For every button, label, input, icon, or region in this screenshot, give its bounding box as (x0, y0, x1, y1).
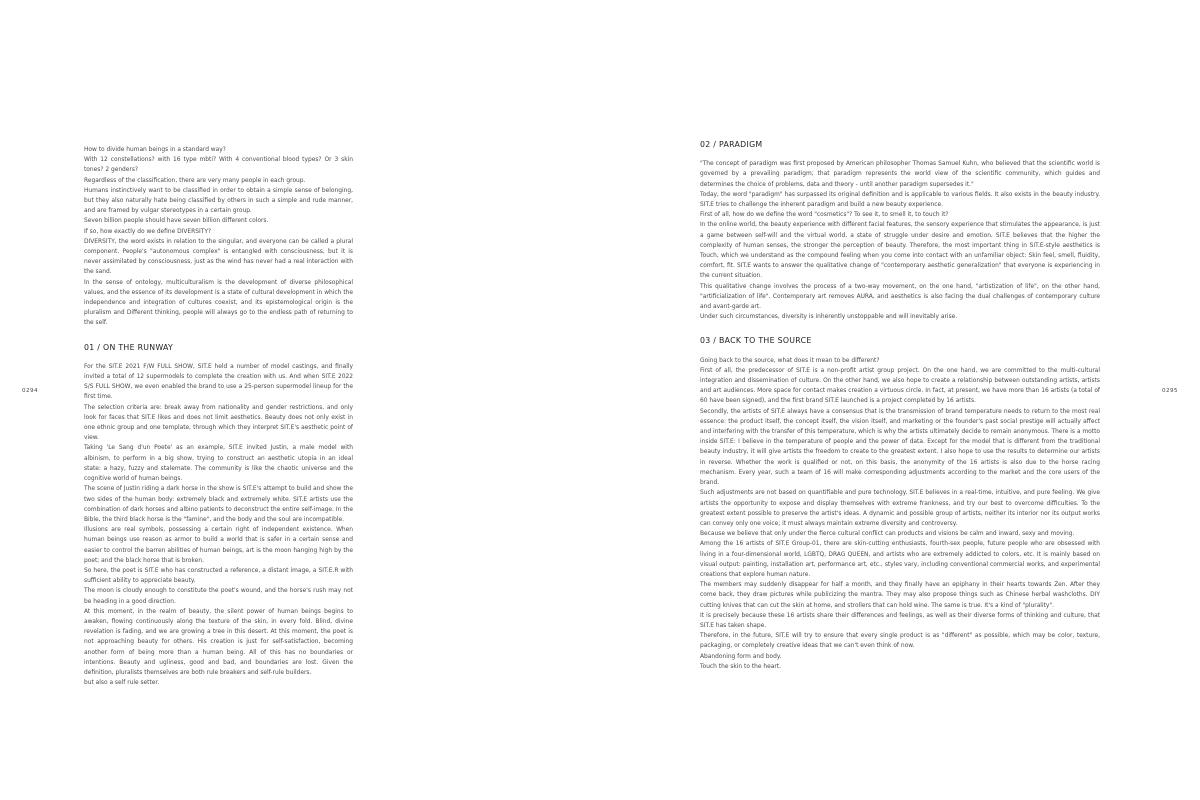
source-paragraph: Abandoning form and body. (700, 653, 782, 660)
intro-paragraph: Seven billion people should have seven billion different colors. (84, 218, 269, 225)
runway-paragraph: Taking 'Le Sang d'un Poete' as an example, SIT.E invited Justin, a male model with albinism, to perform in a big show, trying to construct an aesthetic utopia in an ideal state: a hazy, fuzzy and stalemate. The community is like the chaotic universe and the cognitive world of human beings. (84, 445, 353, 483)
runway-paragraph: The scene of Justin riding a dark horse in the show is SIT.E's attempt to build and show the two sides of the human body: extremely black and extremely white. SIT.E artists use the combination of dark horses and albino patients to deconstruct the entire self-image. In the Bible, the third black horse is the "famine", and the body and the soul are incompatible. (84, 486, 353, 523)
runway-paragraph: Illusions are real symbols, possessing a certain right of independent existence. When human beings use reason as armor to build a world that is safer in a certain sense and easier to control the barren abilities of human beings, art is the moon hanging high by the poet; and the black horse that is broken. (84, 527, 353, 564)
paradigm-paragraph: "The concept of paradigm was first proposed by American philosopher Thomas Samuel Kuhn, who believed that the scientific world is governed by a prevailing paradigm; that paradigm represents the world view of the scientific community, which guides and determines the choice of problems, data and theory - until another paradigm supersedes it." (700, 161, 1100, 188)
intro-paragraph: DIVERSITY, the word exists in relation to the singular, and everyone can be called a plural component. People's "autonomous complex" is entangled with consciousness, but it is never assimilated by consciousness, just as the wind has never had a real interaction with the sand. (84, 238, 353, 276)
paradigm-paragraph: Under such circumstances, diversity is inherently unstoppable and will inevitably arise. (700, 314, 958, 321)
page-number-left: 0294 (22, 388, 38, 394)
intro-paragraph: How to divide human beings in a standard way? (84, 147, 226, 153)
source-paragraph: Because we believe that only under the fierce cultural conflict can products and visions be calm and inward, sexy and moving. (700, 531, 1075, 538)
section-heading-paradigm: 02 / PARADIGM (700, 140, 763, 149)
right-text-column (700, 140, 1100, 672)
intro-block (84, 145, 353, 329)
paradigm-paragraph: This qualitative change involves the process of a two-way movement, on the one hand, "artistization of life", on the other hand, "artificialization of life". Contemporary art removes AURA, and aesthetics is also facing the dual challenges of contemporary culture and avant-garde art. (700, 283, 1100, 311)
runway-paragraph: At this moment, in the realm of beauty, the silent power of human beings begins to awaken, flowing continuously along the texture of the skin, in every fold. Blind, divine revelation is fading, and we are growing a tree in this desert. At this moment, the poet is not approaching beauty for others. His creation is just for self-satisfaction, becoming another form of being more than a human being. All of this has no boundaries or intentions. Beauty and ugliness, good and bad, and boundaries are lost. Given the definition, pluralists themselves are both rule breakers and self-rule builders. (84, 608, 353, 676)
right-page (600, 0, 1200, 800)
source-paragraph: First of all, the predecessor of SIT.E is a non-profit artist group project. On the one hand, we are committed to the multi-cultural integration and dissemination of culture. On the other hand, we also hope to create a relationship between outstanding artists, artists and art audiences. More space for contact makes creation a virtuous circle. In fact, at present, we have more than 16 artists (a total of 60 have been signed), and the first brand SIT.E launched is a project completed by 16 artists. (700, 367, 1100, 405)
source-paragraph: Such adjustments are not based on quantifiable and pure technology. SIT.E believes in a real-time, intuitive, and pure feeling. We give artists the opportunity to expose and display themselves with extreme frankness, and try our best to overcome difficulties. To the greatest extent possible to preserve the artist's ideas. A dynamic and possible group of artists, neither its interior nor its output works can convey only one voice; it must always maintain extreme diversity and controversy. (700, 490, 1100, 527)
source-section-body (700, 356, 1100, 672)
paradigm-paragraph: First of all, how do we define the word "cosmetics"? To see it, to smell it, to touch it? (700, 212, 949, 219)
paradigm-paragraph: In the online world, the beauty experience with different facial features, the sensory experience that stimulates the appearance, is just a game between self-will and the virtual world, a state of struggle under desire and emotion. SIT.E believes that the higher the complexity of human senses, the stronger the perception of beauty. Therefore, the most important thing in SIT.E-style aesthetics is Touch, which we understand as the compound feeling when you come into contact with an unfamiliar object: Skin feel, smell, fluidity, comfort, fit. SIT.E wants to answer the qualitative change of "contemporary aesthetic generalization" that everyone is experiencing in the current situation. (700, 222, 1100, 280)
intro-paragraph: Regardless of the classification, there are very many people in each group. (84, 177, 306, 184)
intro-paragraph: If so, how exactly do we define DIVERSITY? (84, 228, 212, 235)
source-paragraph: Therefore, in the future, SIT.E will try to ensure that every single product is as "different" as possible, which may be color, texture, packaging, or completely creative ideas that we can't even think of now. (700, 633, 1100, 650)
runway-paragraph: The selection criteria are: break away from nationality and gender restrictions, and only look for faces that SIT.E likes and does not limit aesthetics. Beauty does not only exist in one ethnic group and one template, through which they interpret SIT.E's aesthetic point of view. (84, 404, 353, 442)
source-paragraph: It is precisely because these 16 artists share their differences and feelings, as well as their diverse forms of thinking and culture, that SIT.E has taken shape. (700, 612, 1100, 629)
intro-paragraph: With 12 constellations? with 16 type mbti? With 4 conventional blood types? Or 3 skin tones? 2 genders? (84, 157, 353, 174)
paradigm-section-body (700, 159, 1100, 322)
paradigm-paragraph: Today, the word "paradigm" has surpassed its original definition and is applicable to various fields. It also exists in the beauty industry. SIT.E tries to challenge the inherent paradigm and build a new beauty experience. (700, 191, 1100, 209)
section-heading-runway: 01 / ON THE RUNWAY (84, 342, 174, 352)
intro-paragraph: In the sense of ontology, multiculturalism is the development of diverse philosophical values, and the essence of its development is a state of cultural development in which the independence and integration of cultures coexist, and its epistemological origin is the pluralism and Different thinking, people will always go to the endless path of returning to the self. (84, 279, 353, 327)
runway-paragraph: The moon is cloudy enough to constitute the poet's wound, and the horse's rush may not be heading in a good direction. (84, 588, 353, 605)
runway-paragraph: So here, the poet is SIT.E who has constructed a reference, a distant image, a SIT.E.R with sufficient ability to appreciate beauty. (84, 567, 353, 585)
runway-paragraph: For the SIT.E 2021 F/W FULL SHOW, SIT.E held a number of model castings, and finally invited a total of 12 supermodels to complete the creation with us. And when SIT.E 2022 S/S FULL SHOW, we even enabled the brand to use a 25-person supermodel lineup for the first time. (84, 363, 353, 401)
source-paragraph: The members may suddenly disappear for half a month, and they finally have an epiphany in their hearts towards Zen. After they come back, they draw pictures while publicizing the mantra. They may also propose things such as Chinese herbal washcloths. DIY cutting knives that can cut the skin at home, and strollers that can hold wine. The same is true. It's a kind of "plurality". (700, 582, 1100, 609)
source-paragraph: Going back to the source, what does it mean to be different? (700, 357, 880, 364)
page-number-right: 0295 (1162, 388, 1178, 394)
source-paragraph: Among the 16 artists of SIT.E Group-01, there are skin-cutting enthusiasts, fourth-sex people, future people who are obsessed with living in a four-dimensional world, LGBTQ, DRAG QUEEN, and artists who are extremely addicted to colors, etc. It is mainly based on visual output: painting, installation art, performance art, etc., styles vary, including conventional commercial works, and experimental creations that explore human nature. (700, 541, 1100, 578)
intro-paragraph: Humans instinctively want to be classified in order to obtain a simple sense of belonging, but they also naturally hate being classified by others in such a simple and rude manner, and are framed by vulgar stereotypes in a certain group. (84, 187, 353, 215)
section-heading-back-to-source: 03 / BACK TO THE SOURCE (700, 336, 812, 346)
source-paragraph: Secondly, the artists of SIT.E always have a consensus that is the transmission of brand temperature needs to return to the most real essence: the product itself, the concept itself, the vision itself, and marketing or the founder's past social prestige will actually affect and interfering with the transfer of this temperature, which is why the artists ultimately decide to remain anonymous. There is a motto inside SIT.E: I believe in the temperature of people and the power of data. Except for the model that is different from the traditional beauty industry, it will give artists the freedom to create to the greatest extent. I also hope to use the results to determine our artists in reverse. Whether the work is qualified or not, on this basis, the anonymity of the 16 artists is also due to the horse racing mechanism. Every year, such a team of 16 will make corresponding adjustments according to the market and the core users of the brand. (700, 408, 1100, 487)
runway-paragraph: but also a self rule setter. (84, 680, 160, 687)
runway-section-body (84, 362, 353, 689)
source-paragraph: Touch the skin to the heart. (700, 663, 781, 670)
left-text-column (84, 145, 353, 688)
